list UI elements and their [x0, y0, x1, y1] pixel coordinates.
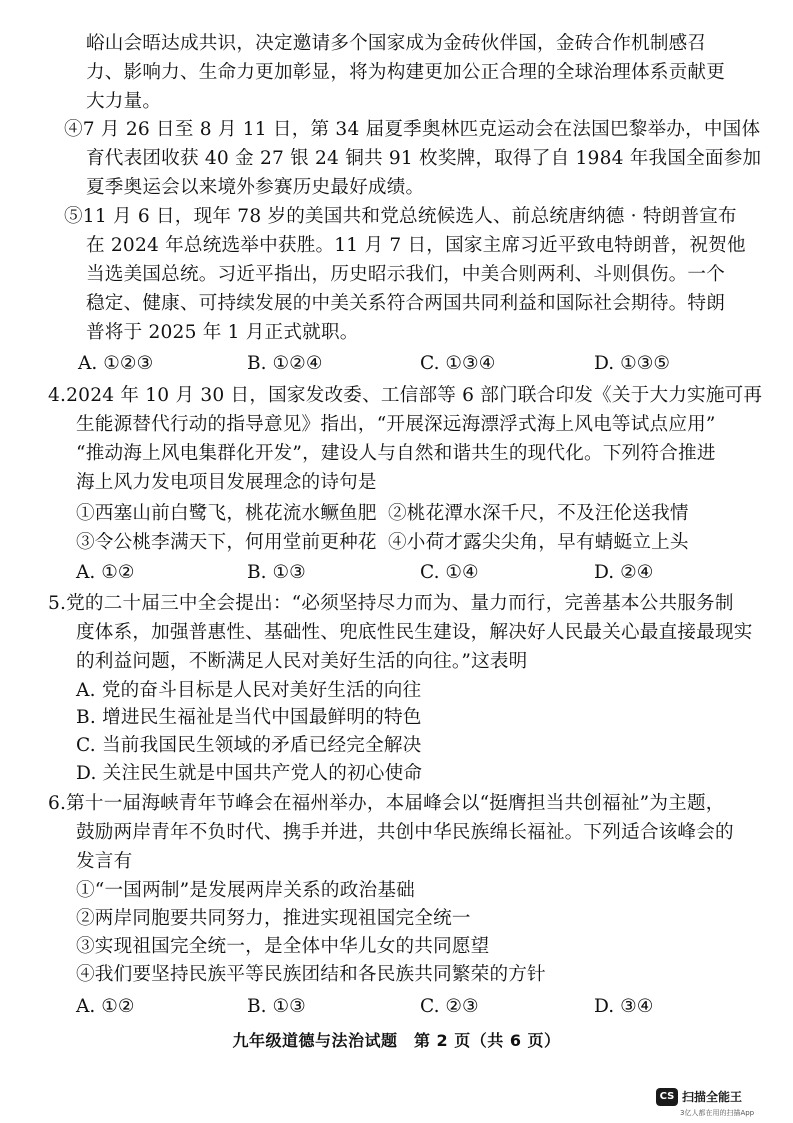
text-line: 大力量。 [86, 91, 162, 112]
watermark-tagline: 3亿人都在用的扫描App [680, 1109, 755, 1117]
text-line: 夏季奥运会以来境外参赛历史最好成绩。 [86, 177, 425, 198]
page-footer: 九年级道德与法治试题 第 2 页（共 6 页） [232, 1031, 561, 1050]
text-line: 在 2024 年总统选举中获胜。11 月 7 日，国家主席习近平致电特朗普，祝贺他 [86, 235, 746, 256]
q6-statement-1: ①“一国两制”是发展两岸关系的政治基础 [76, 880, 415, 901]
text-line: 海上风力发电项目发展理念的诗句是 [76, 472, 377, 493]
text-line: 普将于 2025 年 1 月正式就职。 [86, 322, 359, 343]
text-line: “推动海上风电集群化开发”，建设人与自然和谐共生的现代化。下列符合推进 [76, 443, 716, 464]
text-line: 稳定、健康、可持续发展的中美关系符合两国共同利益和国际社会期待。特朗 [86, 293, 725, 314]
q6-statement-3: ③实现祖国完全统一，是全体中华儿女的共同愿望 [76, 936, 490, 957]
q6-statement-2: ②两岸同胞要共同努力，推进实现祖国完全统一 [76, 908, 471, 929]
text-line: 发言有 [76, 851, 133, 872]
q6-option-d: D. ③④ [594, 996, 654, 1017]
q4-poem-4: ④小荷才露尖尖角，早有蜻蜓立上头 [388, 532, 689, 553]
text-line: 育代表团收获 40 金 27 银 24 铜共 91 枚奖牌，取得了自 1984 年我国全面参加 [86, 148, 762, 169]
q5-option-b: B. 增进民生福祉是当代中国最鲜明的特色 [76, 707, 422, 728]
q6-statement-4: ④我们要坚持民族平等民族团结和各民族共同繁荣的方针 [76, 964, 546, 985]
watermark-app-name: 扫描全能王 [682, 1090, 743, 1104]
camscanner-logo-icon: CS [656, 1088, 678, 1106]
q3-option-c: C. ①③④ [420, 353, 496, 374]
question-5-stem: 5.党的二十届三中全会提出：“必须坚持尽力而为、量力而行，完善基本公共服务制 [48, 593, 734, 614]
q5-option-a: A. 党的奋斗目标是人民对美好生活的向往 [76, 680, 422, 701]
q4-option-d: D. ②④ [594, 562, 654, 583]
q6-option-c: C. ②③ [420, 996, 479, 1017]
q3-option-b: B. ①②④ [247, 353, 323, 374]
q3-option-a: A. ①②③ [78, 353, 154, 374]
q4-option-a: A. ①② [76, 562, 135, 583]
text-line: 力、影响力、生命力更加彰显，将为构建更加公正合理的全球治理体系贡献更 [86, 62, 725, 83]
item-4-text: ④7 月 26 日至 8 月 11 日，第 34 届夏季奥林匹克运动会在法国巴黎举办，中国体 [64, 119, 761, 140]
q6-option-b: B. ①③ [247, 996, 306, 1017]
text-line: 生能源替代行动的指导意见》指出，“开展深远海漂浮式海上风电等试点应用” [76, 414, 716, 435]
q4-option-b: B. ①③ [247, 562, 306, 583]
item-5-text: ⑤11 月 6 日，现年 78 岁的美国共和党总统候选人、前总统唐纳德 · 特朗普宣布 [64, 206, 737, 227]
question-6-stem: 6.第十一届海峡青年节峰会在福州举办，本届峰会以“挺膺担当共创福祉”为主题， [48, 793, 725, 814]
q5-option-d: D. 关注民生就是中国共产党人的初心使命 [76, 763, 423, 784]
q4-option-c: C. ①④ [420, 562, 479, 583]
q6-option-a: A. ①② [76, 996, 135, 1017]
q3-option-d: D. ①③⑤ [594, 353, 671, 374]
text-line: 的利益问题，不断满足人民对美好生活的向往。”这表明 [76, 651, 528, 672]
q4-poem-2: ②桃花潭水深千尺，不及汪伦送我情 [388, 503, 689, 524]
q4-poem-1: ①西塞山前白鹭飞，桃花流水鳜鱼肥 [76, 503, 377, 524]
q5-option-c: C. 当前我国民生领域的矛盾已经完全解决 [76, 735, 422, 756]
text-line: 鼓励两岸青年不负时代、携手并进，共创中华民族绵长福祉。下列适合该峰会的 [76, 822, 734, 843]
q4-poem-3: ③令公桃李满天下，何用堂前更种花 [76, 532, 377, 553]
text-line: 峪山会晤达成共识，决定邀请多个国家成为金砖伙伴国，金砖合作机制感召 [86, 33, 707, 54]
question-4-stem: 4.2024 年 10 月 30 日，国家发改委、工信部等 6 部门联合印发《关于大力实施可再 [48, 385, 763, 406]
text-line: 当选美国总统。习近平指出，历史昭示我们，中美合则两利、斗则俱伤。一个 [86, 264, 725, 285]
text-line: 度体系，加强普惠性、基础性、兜底性民生建设，解决好人民最关心最直接最现实 [76, 622, 753, 643]
